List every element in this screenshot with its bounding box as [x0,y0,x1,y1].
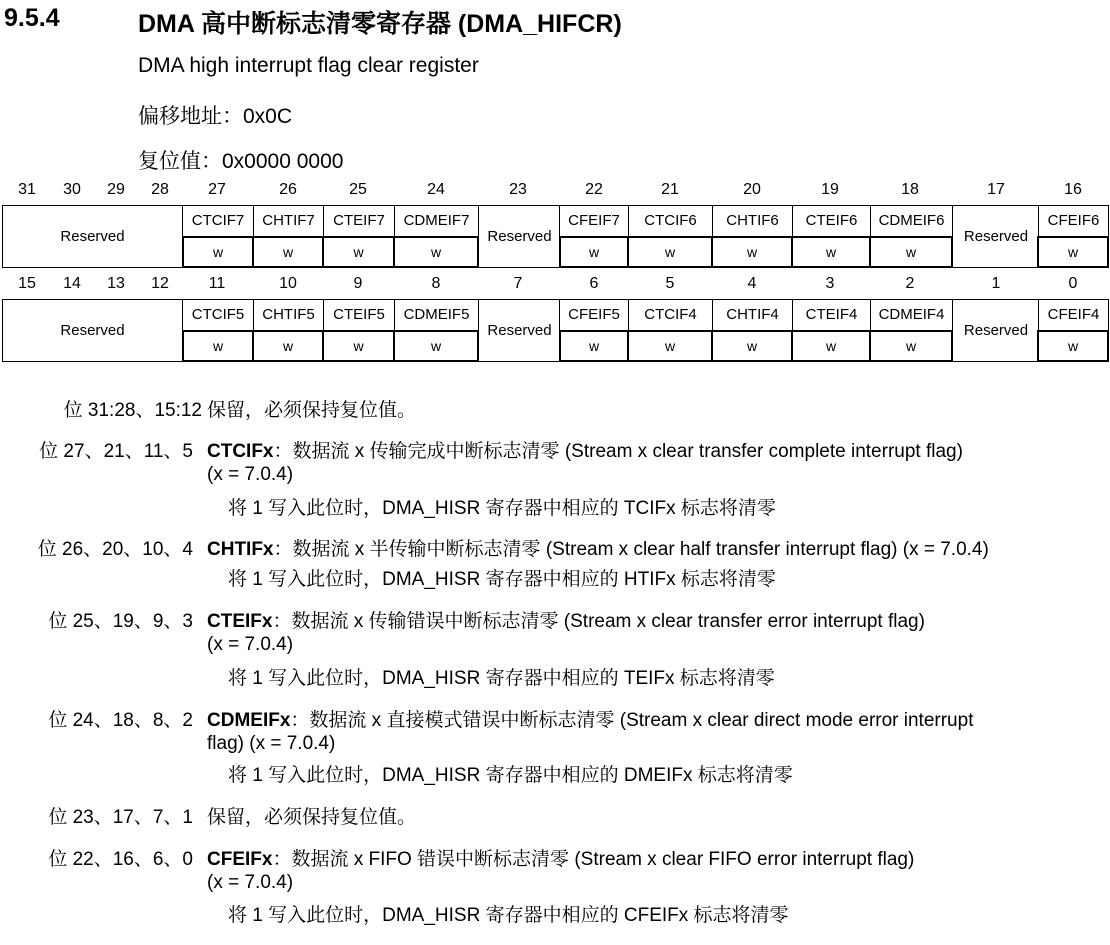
section-number: 9.5.4 [4,4,60,32]
field-ctcif4: CTCIF4 [628,299,713,330]
access-ctcif6: w [627,236,713,268]
description-note: 将 1 写入此位时，DMA_HISR 寄存器中相应的 CFEIFx 标志将清零 [228,905,789,926]
offset-label: 偏移地址： [138,105,243,128]
field-reserved: Reserved [487,322,552,339]
field-chtif4: CHTIF4 [712,299,793,330]
access-cfeif5: w [559,330,629,362]
bit-number: 2 [905,275,915,292]
description-text-cont: (x = 7.0.4) [207,634,294,655]
reset-value-text: 0x0000 0000 [222,150,344,173]
bit-number: 7 [513,275,523,292]
access-cdmeif5: w [393,330,479,362]
bit-number: 16 [1064,181,1082,198]
field-name: CTEIFx [207,611,273,632]
bit-number: 31 [18,181,36,198]
bit-number: 3 [825,275,835,292]
field-cteif7: CTEIF7 [323,205,395,236]
description-item [0,440,1110,520]
field-ctcif5: CTCIF5 [182,299,254,330]
bit-number: 13 [107,275,125,292]
field-ctcif6: CTCIF6 [628,205,713,236]
access-ctcif7: w [182,236,254,268]
field-name: CHTIFx [207,539,274,560]
description-item [0,610,1110,690]
access-cteif7: w [322,236,395,268]
description-item [0,399,1110,424]
access-cteif4: w [791,330,871,362]
access-chtif7: w [252,236,324,268]
field-cdmeif6: CDMEIF6 [870,205,953,236]
bit-number: 22 [585,181,603,198]
field-ctcif7: CTCIF7 [182,205,254,236]
description-text: CTCIFx：数据流 x 传输完成中断标志清零 (Stream x clear transfer complete interrupt flag) [207,441,963,462]
description-text: 保留，必须保持复位值。 [207,807,417,828]
description-text-cont: (x = 7.0.4) [207,464,294,485]
bit-number: 1 [991,275,1001,292]
field-cdmeif5: CDMEIF5 [394,299,479,330]
field-cfeif4: CFEIF4 [1038,299,1109,330]
bit-number: 18 [901,181,919,198]
description-note: 将 1 写入此位时，DMA_HISR 寄存器中相应的 TCIFx 标志将清零 [228,498,776,519]
section-title: DMA 高中断标志清零寄存器 (DMA_HIFCR) [138,10,622,38]
field-cteif4: CTEIF4 [792,299,871,330]
description-text: CDMEIFx：数据流 x 直接模式错误中断标志清零 (Stream x clear direct mode error interrupt [207,710,974,731]
access-chtif4: w [711,330,793,362]
field-cfeif6: CFEIF6 [1038,205,1109,236]
bit-number: 28 [151,181,169,198]
bit-number: 12 [151,275,169,292]
description-bits: 位 24、18、8、2 [48,710,193,731]
field-name: CTCIFx [207,441,274,462]
access-chtif5: w [252,330,324,362]
access-cdmeif4: w [869,330,953,362]
description-text-cont: (x = 7.0.4) [207,872,294,893]
description-text: 保留，必须保持复位值。 [207,400,417,421]
field-reserved: Reserved [963,322,1029,339]
field-name: CDMEIFx [207,710,291,731]
access-cdmeif6: w [869,236,953,268]
bit-number: 9 [353,275,363,292]
description-bits: 位 27、21、11、5 [39,441,193,462]
description-text: CTEIFx：数据流 x 传输错误中断标志清零 (Stream x clear transfer error interrupt flag) [207,611,925,632]
bit-number: 30 [63,181,81,198]
register-subtitle: DMA high interrupt flag clear register [138,54,479,77]
bit-number: 8 [431,275,441,292]
field-cteif5: CTEIF5 [323,299,395,330]
field-reserved: Reserved [60,228,125,245]
bit-number: 29 [107,181,125,198]
field-chtif7: CHTIF7 [253,205,324,236]
description-text: CHTIFx：数据流 x 半传输中断标志清零 (Stream x clear half transfer interrupt flag) (x = 7.0.4) [207,539,989,560]
field-reserved: Reserved [60,322,125,339]
description-item [0,538,1110,598]
bit-number: 20 [743,181,761,198]
bit-number: 5 [665,275,675,292]
bit-number: 26 [279,181,297,198]
bit-number: 10 [279,275,297,292]
description-note: 将 1 写入此位时，DMA_HISR 寄存器中相应的 HTIFx 标志将清零 [228,569,776,590]
reset-label: 复位值： [138,150,222,173]
field-cfeif7: CFEIF7 [559,205,629,236]
bit-number: 19 [821,181,839,198]
field-reserved: Reserved [487,228,552,245]
field-cdmeif7: CDMEIF7 [394,205,479,236]
description-text: CFEIFx：数据流 x FIFO 错误中断标志清零 (Stream x clear FIFO error interrupt flag) [207,849,915,870]
bit-number: 17 [987,181,1005,198]
access-cteif6: w [791,236,871,268]
description-bits: 位 22、16、6、0 [48,849,193,870]
bit-number: 6 [589,275,599,292]
access-cfeif6: w [1037,236,1109,268]
bit-number: 11 [208,275,226,292]
bit-number: 15 [18,275,36,292]
access-chtif6: w [711,236,793,268]
description-bits: 位 25、19、9、3 [48,611,193,632]
offset-value: 0x0C [243,105,293,128]
bit-number: 21 [661,181,679,198]
field-cdmeif4: CDMEIF4 [870,299,953,330]
field-reserved: Reserved [963,228,1029,245]
bit-number: 25 [349,181,367,198]
access-cfeif7: w [559,236,629,268]
field-chtif6: CHTIF6 [712,205,793,236]
access-cfeif4: w [1037,330,1109,362]
offset-address [138,100,292,130]
access-cteif5: w [322,330,395,362]
description-item [0,709,1110,789]
description-item [0,806,1110,831]
description-note: 将 1 写入此位时，DMA_HISR 寄存器中相应的 TEIFx 标志将清零 [228,668,775,689]
field-name: CFEIFx [207,849,273,870]
description-bits: 位 31:28、15:12 [63,400,202,421]
field-cteif6: CTEIF6 [792,205,871,236]
access-ctcif4: w [627,330,713,362]
bit-number: 24 [427,181,445,198]
field-chtif5: CHTIF5 [253,299,324,330]
description-bits: 位 26、20、10、4 [37,539,193,560]
description-text-cont: flag) (x = 7.0.4) [207,733,336,754]
description-item [0,848,1110,938]
field-cfeif5: CFEIF5 [559,299,629,330]
access-ctcif5: w [182,330,254,362]
description-note: 将 1 写入此位时，DMA_HISR 寄存器中相应的 DMEIFx 标志将清零 [228,765,793,786]
bit-number: 27 [208,181,226,198]
bit-number: 4 [747,275,757,292]
bit-number: 14 [63,275,81,292]
reset-value [138,145,343,175]
bit-number: 23 [509,181,527,198]
bit-number: 0 [1068,275,1078,292]
description-bits: 位 23、17、7、1 [48,807,193,828]
access-cdmeif7: w [393,236,479,268]
